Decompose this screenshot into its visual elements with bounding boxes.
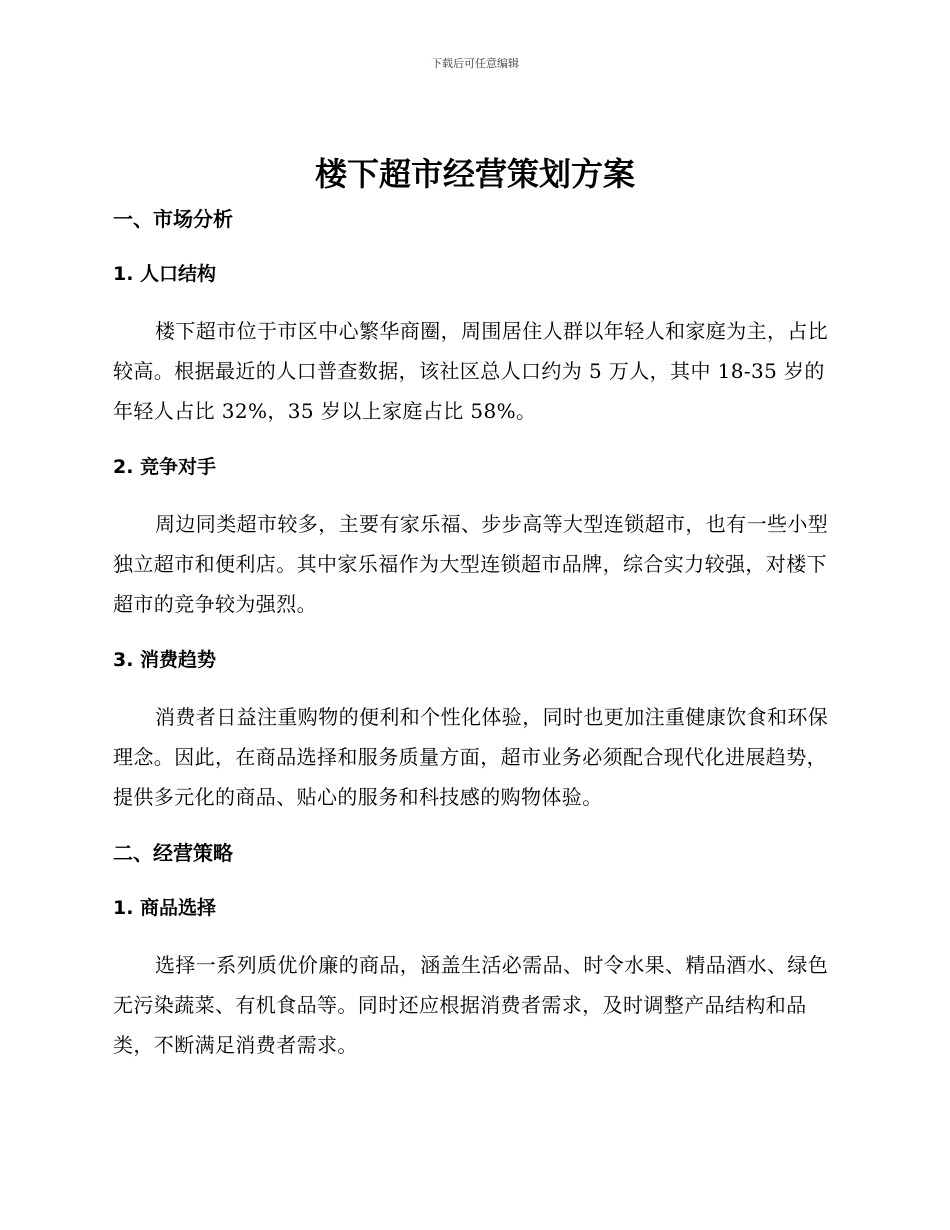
paragraph: 楼下超市位于市区中心繁华商圈，周围居住人群以年轻人和家庭为主，占比较高。根据最近的人口普查数据，该社区总人口约为 5 万人，其中 18-35 岁的年轻人占比 32%，35 岁以上家庭占比 58%。 <box>113 319 829 423</box>
subsection-heading: 1. 商品选择 <box>113 897 217 919</box>
document-body <box>113 200 841 1065</box>
paragraph: 选择一系列质优价廉的商品，涵盖生活必需品、时令水果、精品酒水、绿色无污染蔬菜、有机食品等。同时还应根据消费者需求，及时调整产品结构和品类，不断满足消费者需求。 <box>113 953 829 1057</box>
subsection-heading: 3. 消费趋势 <box>113 649 217 671</box>
subsection-heading: 2. 竞争对手 <box>113 456 217 478</box>
header-note: 下载后可任意编辑 <box>431 57 519 70</box>
document-title: 楼下超市经营策划方案 <box>314 155 635 193</box>
paragraph: 周边同类超市较多，主要有家乐福、步步高等大型连锁超市，也有一些小型独立超市和便利店。其中家乐福作为大型连锁超市品牌，综合实力较强，对楼下超市的竞争较为强烈。 <box>113 512 829 616</box>
section-heading: 二、经营策略 <box>113 841 233 865</box>
paragraph: 消费者日益注重购物的便利和个性化体验，同时也更加注重健康饮食和环保理念。因此，在商品选择和服务质量方面，超市业务必须配合现代化进展趋势，提供多元化的商品、贴心的服务和科技感的购物体验。 <box>113 705 829 809</box>
section-heading: 一、市场分析 <box>113 207 233 231</box>
subsection-heading: 1. 人口结构 <box>113 263 217 285</box>
